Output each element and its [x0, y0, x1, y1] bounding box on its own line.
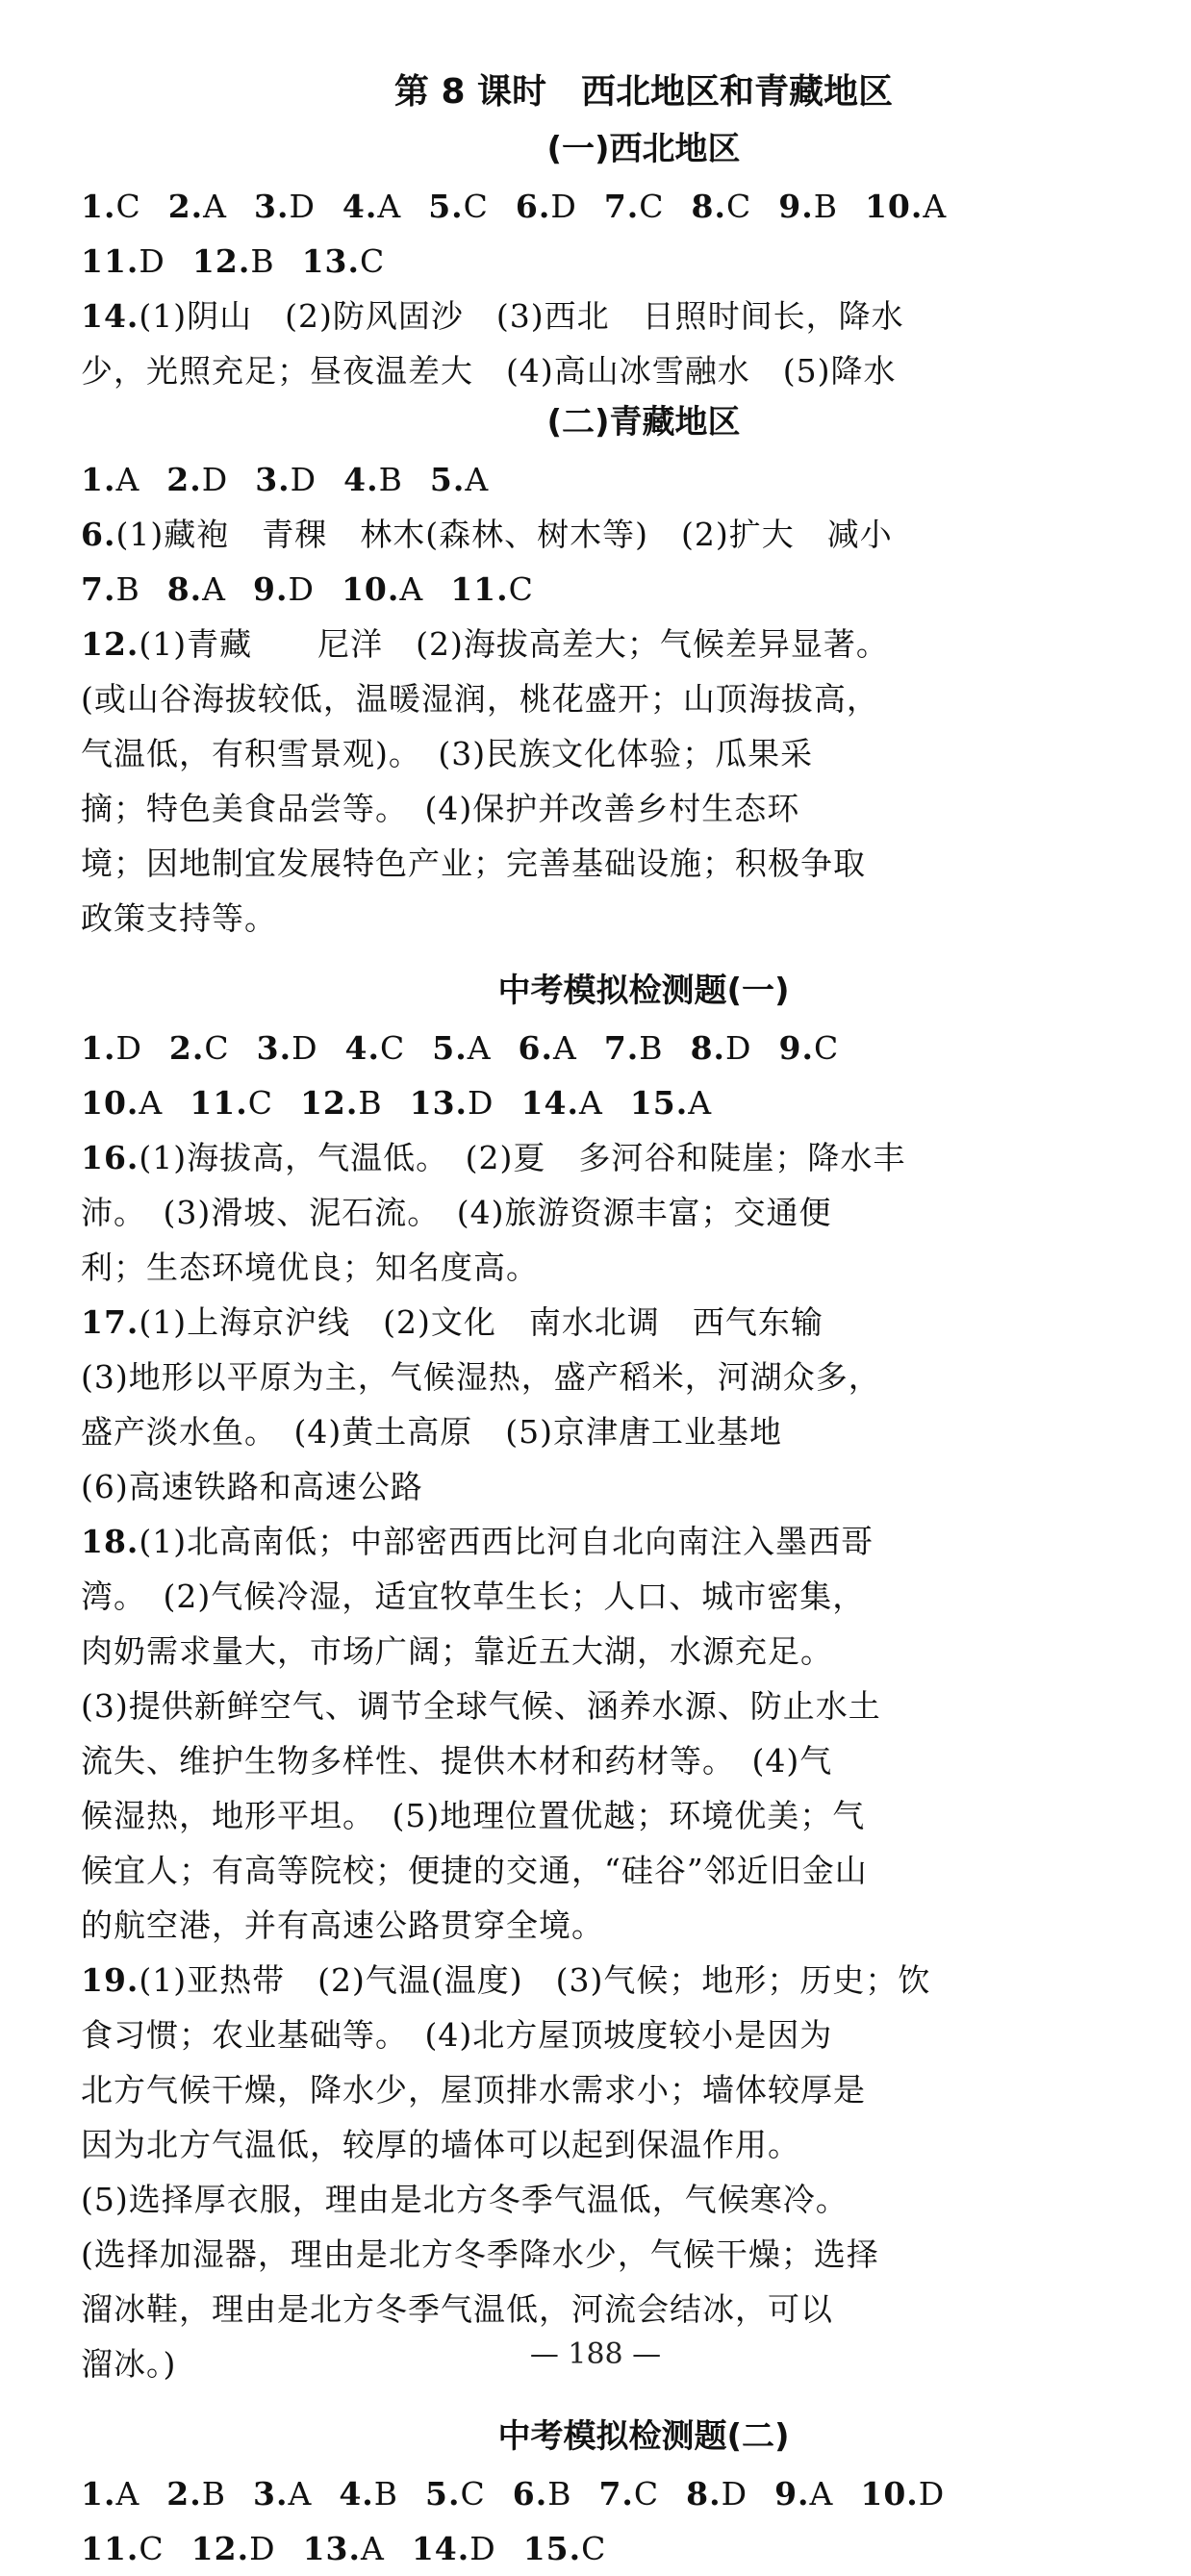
- long-answer-line: [81, 1733, 1139, 1788]
- answer-item: [167, 562, 226, 617]
- answer-letter: D: [115, 1029, 142, 1067]
- question-number: 6.: [81, 516, 116, 553]
- answer-item: [166, 452, 228, 507]
- answer-item: [865, 179, 947, 234]
- answer-text: (5)选择厚衣服，理由是北方冬季气温低，气候寒冷。: [81, 2181, 849, 2218]
- answer-item: [339, 2466, 398, 2521]
- answer-letter: B: [639, 1029, 664, 1067]
- question-number: 11.: [81, 2530, 139, 2567]
- answer-item: [343, 452, 403, 507]
- answer-item: [774, 2466, 833, 2521]
- answer-letter: C: [633, 2475, 660, 2513]
- answer-text: (1)北高南低；中部密西西比河自北向南注入墨西哥: [139, 1523, 874, 1560]
- answer-letter: B: [547, 2475, 572, 2513]
- question-number: 12.: [81, 625, 139, 663]
- long-answer-line: [81, 671, 1139, 726]
- long-answer-line: [81, 726, 1139, 781]
- long-answer-line: [81, 1843, 1139, 1898]
- long-answer-line: [81, 2172, 1139, 2227]
- question-number: 3.: [253, 2475, 289, 2513]
- answer-letter: D: [918, 2475, 946, 2513]
- question-number: 4.: [339, 2475, 374, 2513]
- answer-item: [81, 452, 139, 507]
- question-number: 2.: [168, 1029, 205, 1067]
- answer-letter: B: [813, 188, 838, 225]
- answer-text: 盛产淡水鱼。 (4)黄土高原 (5)京津唐工业基地: [81, 1413, 782, 1451]
- answer-letter: B: [378, 461, 403, 498]
- question-number: 3.: [255, 461, 291, 498]
- answer-row: [81, 2466, 1139, 2521]
- answer-letter: A: [809, 2475, 834, 2513]
- long-answer-line: [81, 1295, 1139, 1350]
- long-answer-line: [81, 617, 1139, 671]
- question-number: 7.: [598, 2475, 634, 2513]
- answer-item: [169, 1021, 230, 1075]
- answer-item: [168, 179, 227, 234]
- answer-text: 因为北方气温低，较厚的墙体可以起到保温作用。: [81, 2126, 800, 2163]
- answer-row: [81, 234, 1139, 289]
- answer-letter: A: [203, 188, 227, 225]
- answer-item: [450, 562, 534, 617]
- answer-item: [604, 1021, 664, 1075]
- answer-text: (1)亚热带 (2)气温(温度) (3)气候；地形；历史；饮: [139, 1961, 931, 1999]
- section-heading-qingzang: (二)青藏地区: [546, 403, 741, 442]
- answer-text: 溜冰鞋，理由是北方冬季气温低，河流会结冰，可以: [81, 2290, 833, 2328]
- answer-letter: D: [139, 242, 165, 280]
- answer-item: [257, 1021, 318, 1075]
- question-number: 18.: [81, 1523, 139, 1560]
- answer-text: 北方气候干燥，降水少，屋顶排水需求小；墙体较厚是: [81, 2071, 866, 2109]
- answer-item: [254, 179, 316, 234]
- long-answer-line: [81, 1404, 1139, 1459]
- answer-letter: B: [373, 2475, 399, 2513]
- answer-item: [303, 2521, 385, 2576]
- answer-item: [345, 1021, 406, 1075]
- answer-item: [342, 179, 401, 234]
- answer-item: [598, 2466, 659, 2521]
- question-number: 9.: [253, 570, 289, 608]
- question-number: 8.: [686, 2475, 722, 2513]
- question-number: 8.: [690, 1029, 726, 1067]
- question-number: 5.: [432, 1029, 468, 1067]
- page-number: — 188 —: [529, 2337, 662, 2371]
- long-answer-line: [81, 1624, 1139, 1679]
- answer-row: [81, 1021, 1139, 1075]
- long-answer-line: [81, 1788, 1139, 1843]
- question-number: 9.: [774, 2475, 810, 2513]
- question-number: 10.: [860, 2475, 919, 2513]
- question-number: 1.: [81, 188, 116, 225]
- answer-item: [521, 1075, 603, 1130]
- answer-letter: A: [465, 461, 490, 498]
- answer-item: [81, 2466, 139, 2521]
- question-number: 2.: [167, 188, 204, 225]
- answer-item: [516, 179, 577, 234]
- question-number: 6.: [518, 1029, 553, 1067]
- answer-item: [253, 562, 315, 617]
- question-number: 9.: [778, 188, 814, 225]
- answer-item: [691, 1021, 752, 1075]
- answer-item: [778, 179, 838, 234]
- long-answer-line: [81, 1350, 1139, 1404]
- answer-letter: A: [688, 1084, 713, 1122]
- answer-item: [686, 2466, 748, 2521]
- answer-item: [342, 562, 423, 617]
- question-number: 10.: [81, 1084, 139, 1122]
- answer-letter: C: [380, 1029, 406, 1067]
- answer-letter: D: [550, 188, 577, 225]
- question-number: 7.: [603, 188, 640, 225]
- question-number: 1.: [81, 1029, 116, 1067]
- question-number: 5.: [425, 2475, 461, 2513]
- answer-letter: D: [725, 1029, 752, 1067]
- answer-text: (1)阴山 (2)防风固沙 (3)西北 日照时间长，降水: [139, 297, 904, 335]
- long-answer-line: [81, 289, 1139, 343]
- answer-letter: D: [288, 570, 315, 608]
- question-number: 10.: [864, 188, 924, 225]
- answer-text: 利；生态环境优良；知名度高。: [81, 1249, 539, 1286]
- answer-item: [253, 2466, 312, 2521]
- answer-item: [425, 2466, 486, 2521]
- question-number: 3.: [256, 1029, 292, 1067]
- answer-text: (或山谷海拔较低，温暖湿润，桃花盛开；山顶海拔高，: [81, 680, 879, 718]
- question-number: 14.: [520, 1084, 579, 1122]
- question-number: 8.: [166, 570, 203, 608]
- lesson-number: 第 8 课时: [393, 72, 547, 112]
- question-number: 2.: [166, 461, 202, 498]
- answer-text: (1)上海京沪线 (2)文化 南水北调 西气东输: [139, 1303, 824, 1341]
- answer-letter: A: [578, 1084, 603, 1122]
- answer-letter: C: [813, 1029, 840, 1067]
- question-number: 17.: [81, 1303, 139, 1341]
- answer-letter: D: [468, 1084, 494, 1122]
- answer-item: [630, 1075, 712, 1130]
- answer-letter: A: [202, 570, 227, 608]
- question-number: 7.: [603, 1029, 640, 1067]
- answer-item: [81, 2521, 165, 2576]
- answer-letter: D: [249, 2530, 276, 2567]
- question-number: 13.: [302, 2530, 361, 2567]
- question-number: 8.: [691, 188, 726, 225]
- long-answer-line: [81, 2117, 1139, 2172]
- answer-item: [513, 2466, 572, 2521]
- answer-text: 的航空港，并有高速公路贯穿全境。: [81, 1907, 604, 1944]
- long-answer-line: [81, 1240, 1139, 1295]
- answer-row: [81, 1075, 1139, 1130]
- page-title: [81, 69, 1139, 115]
- answer-item: [191, 2521, 276, 2576]
- question-number: 12.: [299, 1084, 359, 1122]
- answer-text: (3)地形以平原为主，气候湿热，盛产稻米，河湖众多，: [81, 1358, 881, 1396]
- long-answer-line: [81, 1898, 1139, 1953]
- answer-text: 气温低，有积雪景观)。 (3)民族文化体验；瓜果采: [81, 735, 814, 772]
- answer-text: 肉奶需求量大，市场广阔；靠近五大湖，水源充足。: [81, 1632, 833, 1670]
- section-heading-mock-test-2: 中考模拟检测题(二): [497, 2417, 790, 2456]
- question-number: 15.: [522, 2530, 582, 2567]
- question-number: 4.: [342, 188, 378, 225]
- long-answer-line: [81, 1514, 1139, 1569]
- question-number: 6.: [512, 2475, 548, 2513]
- long-answer-line: [81, 1679, 1139, 1733]
- long-answer-line: [81, 507, 1139, 562]
- section-heading-mock-test-1: 中考模拟检测题(一): [497, 972, 790, 1010]
- answer-letter: A: [115, 461, 140, 498]
- answer-letter: A: [288, 2475, 313, 2513]
- answer-letter: A: [115, 2475, 140, 2513]
- answer-item: [412, 2521, 496, 2576]
- answer-item: [302, 234, 386, 289]
- question-number: 14.: [411, 2530, 470, 2567]
- answer-letter: D: [721, 2475, 748, 2513]
- answer-item: [860, 2466, 945, 2521]
- answer-text: 境；因地制宜发展特色产业；完善基础设施；积极争取: [81, 845, 866, 882]
- answer-letter: A: [553, 1029, 577, 1067]
- answer-letter: C: [581, 2530, 607, 2567]
- answer-letter: D: [201, 461, 229, 498]
- answer-item: [255, 452, 317, 507]
- question-number: 2.: [166, 2475, 202, 2513]
- answer-item: [166, 2466, 226, 2521]
- question-number: 11.: [190, 1084, 248, 1122]
- long-answer-line: [81, 343, 1139, 398]
- question-number: 14.: [81, 297, 139, 335]
- answer-letter: A: [360, 2530, 385, 2567]
- answer-letter: A: [377, 188, 402, 225]
- answer-item: [81, 562, 140, 617]
- answer-text: 流失、维护生物多样性、提供木材和药材等。 (4)气: [81, 1742, 833, 1780]
- question-number: 1.: [81, 2475, 116, 2513]
- question-number: 9.: [778, 1029, 814, 1067]
- answer-letter: C: [247, 1084, 273, 1122]
- answer-item: [604, 179, 665, 234]
- question-number: 4.: [343, 461, 379, 498]
- answer-letter: A: [923, 188, 948, 225]
- answer-text: 少，光照充足；昼夜温差大 (4)高山冰雪融水 (5)降水: [81, 352, 897, 390]
- question-number: 10.: [341, 570, 400, 608]
- answer-text: 沛。 (3)滑坡、泥石流。 (4)旅游资源丰富；交通便: [81, 1194, 832, 1231]
- answer-letter: D: [469, 2530, 496, 2567]
- answer-item: [523, 2521, 607, 2576]
- answer-letter: D: [291, 1029, 318, 1067]
- long-answer-line: [81, 836, 1139, 891]
- question-number: 19.: [81, 1961, 139, 1999]
- question-number: 5.: [429, 461, 466, 498]
- long-answer-line: [81, 1185, 1139, 1240]
- long-answer-line: [81, 2227, 1139, 2282]
- long-answer-line: [81, 2062, 1139, 2117]
- answer-letter: C: [463, 188, 489, 225]
- answer-item: [519, 1021, 577, 1075]
- question-number: 13.: [301, 242, 360, 280]
- question-number: 15.: [629, 1084, 689, 1122]
- answer-text: (6)高速铁路和高速公路: [81, 1468, 423, 1505]
- answer-text: 摘；特色美食品尝等。 (4)保护并改善乡村生态环: [81, 790, 800, 827]
- answer-letter: C: [460, 2475, 486, 2513]
- long-answer-line: [81, 1459, 1139, 1514]
- answer-row: [81, 452, 1139, 507]
- long-answer-line: [81, 2282, 1139, 2336]
- answer-item: [410, 1075, 494, 1130]
- answer-letter: A: [467, 1029, 492, 1067]
- answer-item: [692, 179, 752, 234]
- question-number: 12.: [190, 2530, 250, 2567]
- long-answer-line: [81, 1569, 1139, 1624]
- answer-text: (1)海拔高，气温低。 (2)夏 多河谷和陡崖；降水丰: [139, 1139, 906, 1176]
- long-answer-line: [81, 781, 1139, 836]
- question-number: 12.: [191, 242, 251, 280]
- answer-page: [81, 69, 1139, 2576]
- answer-letter: B: [250, 242, 275, 280]
- answer-item: [81, 234, 165, 289]
- question-number: 13.: [409, 1084, 469, 1122]
- answer-item: [192, 234, 275, 289]
- answer-letter: B: [358, 1084, 383, 1122]
- answer-item: [190, 1075, 273, 1130]
- answer-letter: C: [639, 188, 665, 225]
- answer-item: [430, 452, 489, 507]
- answer-item: [300, 1075, 383, 1130]
- answer-text: (3)提供新鲜空气、调节全球气候、涵养水源、防止水土: [81, 1687, 881, 1725]
- answer-text: 政策支持等。: [81, 899, 277, 937]
- long-answer-line: [81, 891, 1139, 946]
- question-number: 11.: [81, 242, 139, 280]
- answer-letter: B: [201, 2475, 227, 2513]
- answer-letter: C: [726, 188, 752, 225]
- answer-text: 湾。 (2)气候冷湿，适宜牧草生长；人口、城市密集，: [81, 1578, 866, 1615]
- question-number: 16.: [81, 1139, 139, 1176]
- answer-text: (选择加湿器，理由是北方冬季降水少，气候干燥；选择: [81, 2235, 879, 2273]
- question-number: 5.: [428, 188, 464, 225]
- answer-letter: C: [360, 242, 386, 280]
- long-answer-line: [81, 1953, 1139, 2008]
- answer-item: [81, 1021, 142, 1075]
- answer-letter: C: [139, 2530, 165, 2567]
- answer-row: [81, 2521, 1139, 2576]
- answer-letter: A: [399, 570, 424, 608]
- question-number: 6.: [515, 188, 551, 225]
- answer-text: 食习惯；农业基础等。 (4)北方屋顶坡度较小是因为: [81, 2016, 833, 2054]
- answer-row: [81, 179, 1139, 234]
- answer-item: [81, 1075, 163, 1130]
- answer-text: 候宜人；有高等院校；便捷的交通，“硅谷”邻近旧金山: [81, 1852, 868, 1889]
- long-answer-line: [81, 1130, 1139, 1185]
- answer-letter: D: [290, 461, 317, 498]
- lesson-topic: 西北地区和青藏地区: [581, 72, 894, 112]
- answer-item: [778, 1021, 839, 1075]
- answer-text: 候湿热，地形平坦。 (5)地理位置优越；环境优美；气: [81, 1797, 866, 1834]
- answer-letter: C: [115, 188, 141, 225]
- question-number: 4.: [344, 1029, 380, 1067]
- answer-letter: D: [289, 188, 316, 225]
- question-number: 1.: [81, 461, 116, 498]
- answer-item: [81, 179, 141, 234]
- answer-letter: B: [115, 570, 140, 608]
- section-heading-northwest: (一)西北地区: [546, 130, 741, 168]
- answer-letter: C: [204, 1029, 230, 1067]
- answer-row: [81, 562, 1139, 617]
- answer-letter: A: [139, 1084, 164, 1122]
- answer-text: 溜冰。): [81, 2345, 177, 2383]
- question-number: 11.: [450, 570, 509, 608]
- answer-letter: C: [508, 570, 534, 608]
- answer-text: (1)藏袍 青稞 林木(森林、树木等) (2)扩大 减小: [115, 516, 893, 553]
- question-number: 7.: [81, 570, 116, 608]
- long-answer-line: [81, 2008, 1139, 2062]
- answer-item: [432, 1021, 491, 1075]
- answer-item: [428, 179, 489, 234]
- question-number: 3.: [254, 188, 290, 225]
- answer-text: (1)青藏 尼洋 (2)海拔高差大；气候差异显著。: [139, 625, 889, 663]
